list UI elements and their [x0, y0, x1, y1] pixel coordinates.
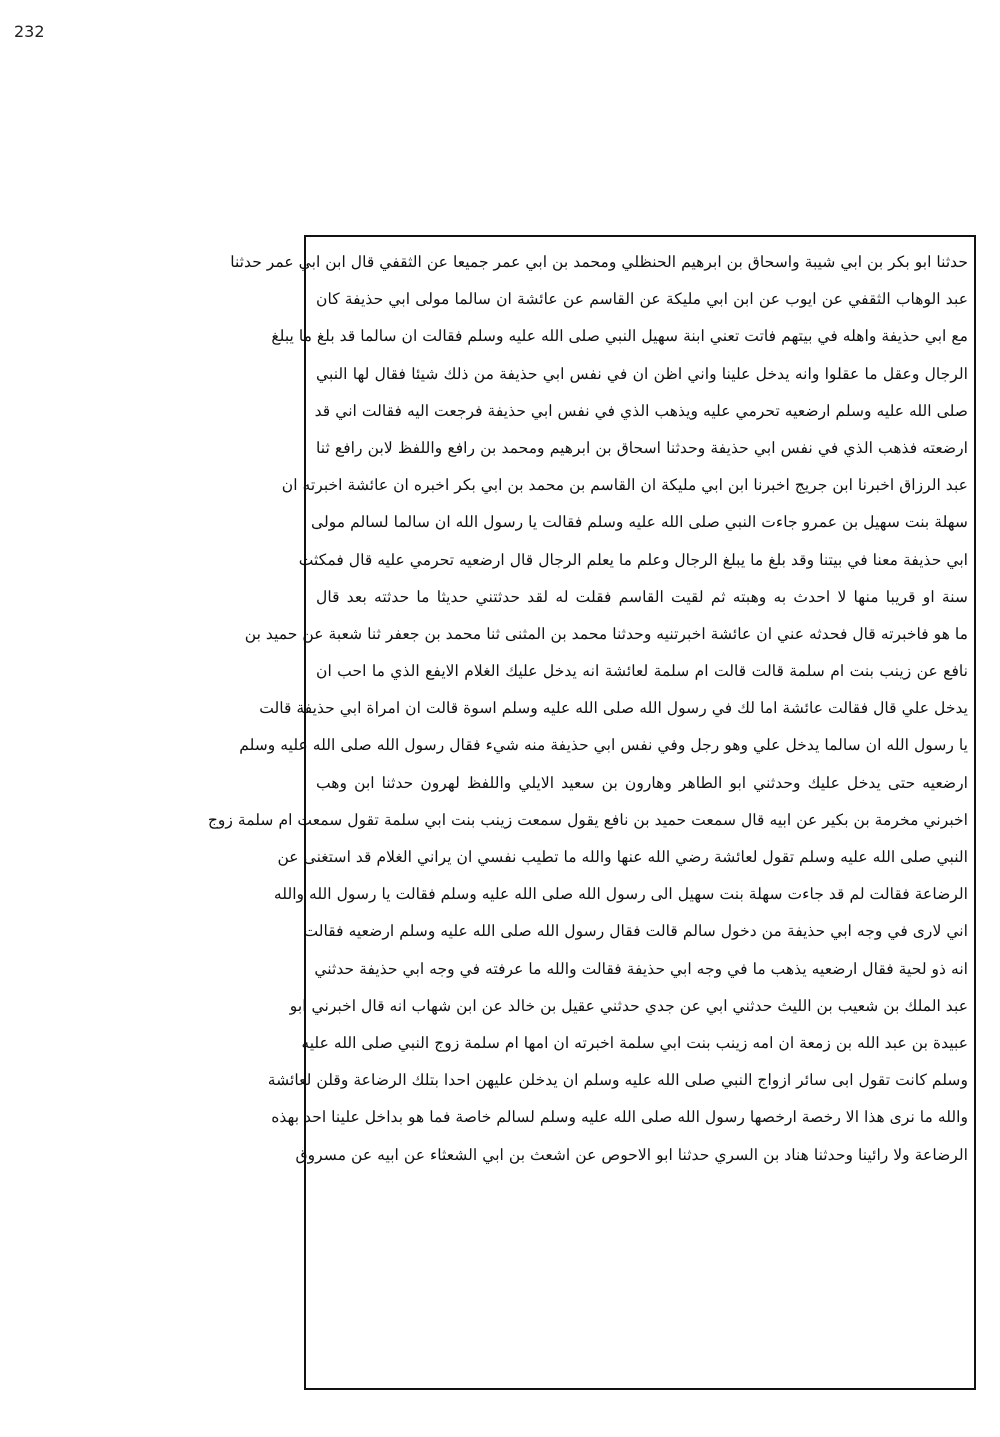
manuscript-text-block — [207, 244, 968, 1384]
manuscript-line: سهلة بنت سهيل بن عمرو جاءت النبي صلى الله عليه وسلم فقالت يا رسول الله ان سالما لسالم مولى — [310, 513, 968, 532]
manuscript-line: يدخل علي قال فقالت عائشة اما لك في رسول الله صلى الله عليه وسلم اسوة قالت ان امراة ابي حذيفة قالت — [259, 699, 968, 718]
manuscript-line: والله ما نرى هذا الا رخصة ارخصها رسول الله صلى الله عليه وسلم لسالم خاصة فما هو بداخل علينا احد بهذه — [271, 1108, 968, 1127]
manuscript-line: وسلم كانت تقول ابى سائر ازواج النبي صلى الله عليه وسلم ان يدخلن عليهن احدا بتلك الرضاعة وقلن لعائشة — [267, 1071, 968, 1090]
manuscript-line: مع ابي حذيفة واهله في بيتهم فاتت تعني ابنة سهيل النبي صلى الله عليه وسلم فقالت ان سالما قد بلغ ما يبلغ — [271, 327, 968, 346]
manuscript-line: يا رسول الله ان سالما يدخل علي وهو رجل وفي نفس ابي حذيفة منه شيء فقال رسول الله صلى الله عليه وسلم — [239, 736, 968, 755]
manuscript-line: اني لارى في وجه ابي حذيفة من دخول سالم قالت فقال رسول الله صلى الله عليه وسلم ارضعيه فقالت — [303, 922, 968, 941]
manuscript-line: حدثنا ابو بكر بن ابي شيبة واسحاق بن ابرهيم الحنظلي ومحمد بن ابي عمر جميعا عن الثقفي قال ابن ابي عمر حدثنا — [230, 253, 968, 271]
manuscript-line: اخبرني مخرمة بن بكير عن ابيه قال سمعت حميد بن نافع يقول سمعت زينب بنت ابي سلمة تقول سمعت ام سلمة زوج — [207, 810, 968, 829]
manuscript-line: صلى الله عليه وسلم ارضعيه تحرمي عليه ويذهب الذي في نفس ابي حذيفة فرجعت اليه فقالت اني قد — [314, 401, 968, 420]
manuscript-line: سنة او قريبا منها لا احدث به وهبته ثم لقيت القاسم فقلت له لقد حدثتني حديثا ما حدثته بعد قال — [316, 587, 968, 606]
manuscript-line: عبد الملك بن شعيب بن الليث حدثني ابي عن جدي حدثني عقيل بن خالد عن ابن شهاب انه قال اخبرني ابو — [289, 996, 968, 1015]
manuscript-line: انه ذو لحية فقال ارضعيه يذهب ما في وجه ابي حذيفة فقالت والله ما عرفته في وجه ابي حذيفة حدثني — [314, 959, 968, 978]
page-number: 232 — [14, 22, 45, 41]
manuscript-line: الرجال وعقل ما عقلوا وانه يدخل علينا واني اظن ان في نفس ابي حذيفة من ذلك شيئا فقال لها النبي — [316, 364, 968, 383]
manuscript-line: الرضاعة ولا رائينا وحدثنا هناد بن السري حدثنا ابو الاحوص عن اشعث بن ابي الشعثاء عن ابيه عن مسروق — [295, 1145, 968, 1164]
manuscript-line: عبيدة بن عبد الله بن زمعة ان امه زينب بنت ابي سلمة اخبرته ان امها ام سلمة زوج النبي صلى الله عليه — [301, 1033, 968, 1052]
manuscript-line: الرضاعة فقالت لم قد جاءت سهلة بنت سهيل الى رسول الله صلى الله عليه وسلم فقالت يا رسول الله والله — [273, 885, 968, 904]
manuscript-line: النبي صلى الله عليه وسلم تقول لعائشة رضي الله عنها والله ما تطيب نفسي ان يراني الغلام قد استغنى عن — [277, 848, 968, 866]
manuscript-line: ارضعته فذهب الذي في نفس ابي حذيفة وحدثنا اسحاق بن ابرهيم ومحمد بن رافع واللفظ لابن رافع ثنا — [316, 438, 968, 457]
manuscript-line: ما هو فاخبرته قال فحدثه عني ان عائشة اخبرتنيه وحدثنا محمد بن المثنى ثنا محمد بن جعفر ثنا شعبة عن حميد بن — [244, 624, 968, 643]
manuscript-line: نافع عن زينب بنت ام سلمة قالت قالت ام سلمة لعائشة انه يدخل عليك الغلام الايفع الذي ما احب ان — [316, 662, 968, 681]
manuscript-line: ارضعيه حتى يدخل عليك وحدثني ابو الطاهر وهارون بن سعيد الايلي واللفظ لهرون حدثنا ابن وهب — [316, 773, 968, 792]
manuscript-line: عبد الوهاب الثقفي عن ايوب عن ابن ابي مليكة عن القاسم عن عائشة ان سالما مولى ابي حذيفة كان — [316, 290, 968, 309]
manuscript-line: عبد الرزاق اخبرنا ابن جريج اخبرنا ابن ابي مليكة ان القاسم بن محمد بن ابي بكر اخبره ان عائشة اخبرته ان — [281, 476, 968, 495]
manuscript-line: ابي حذيفة معنا في بيتنا وقد بلغ ما يبلغ الرجال وعلم ما يعلم الرجال قال ارضعيه تحرمي عليه قال فمكثت — [298, 550, 968, 569]
